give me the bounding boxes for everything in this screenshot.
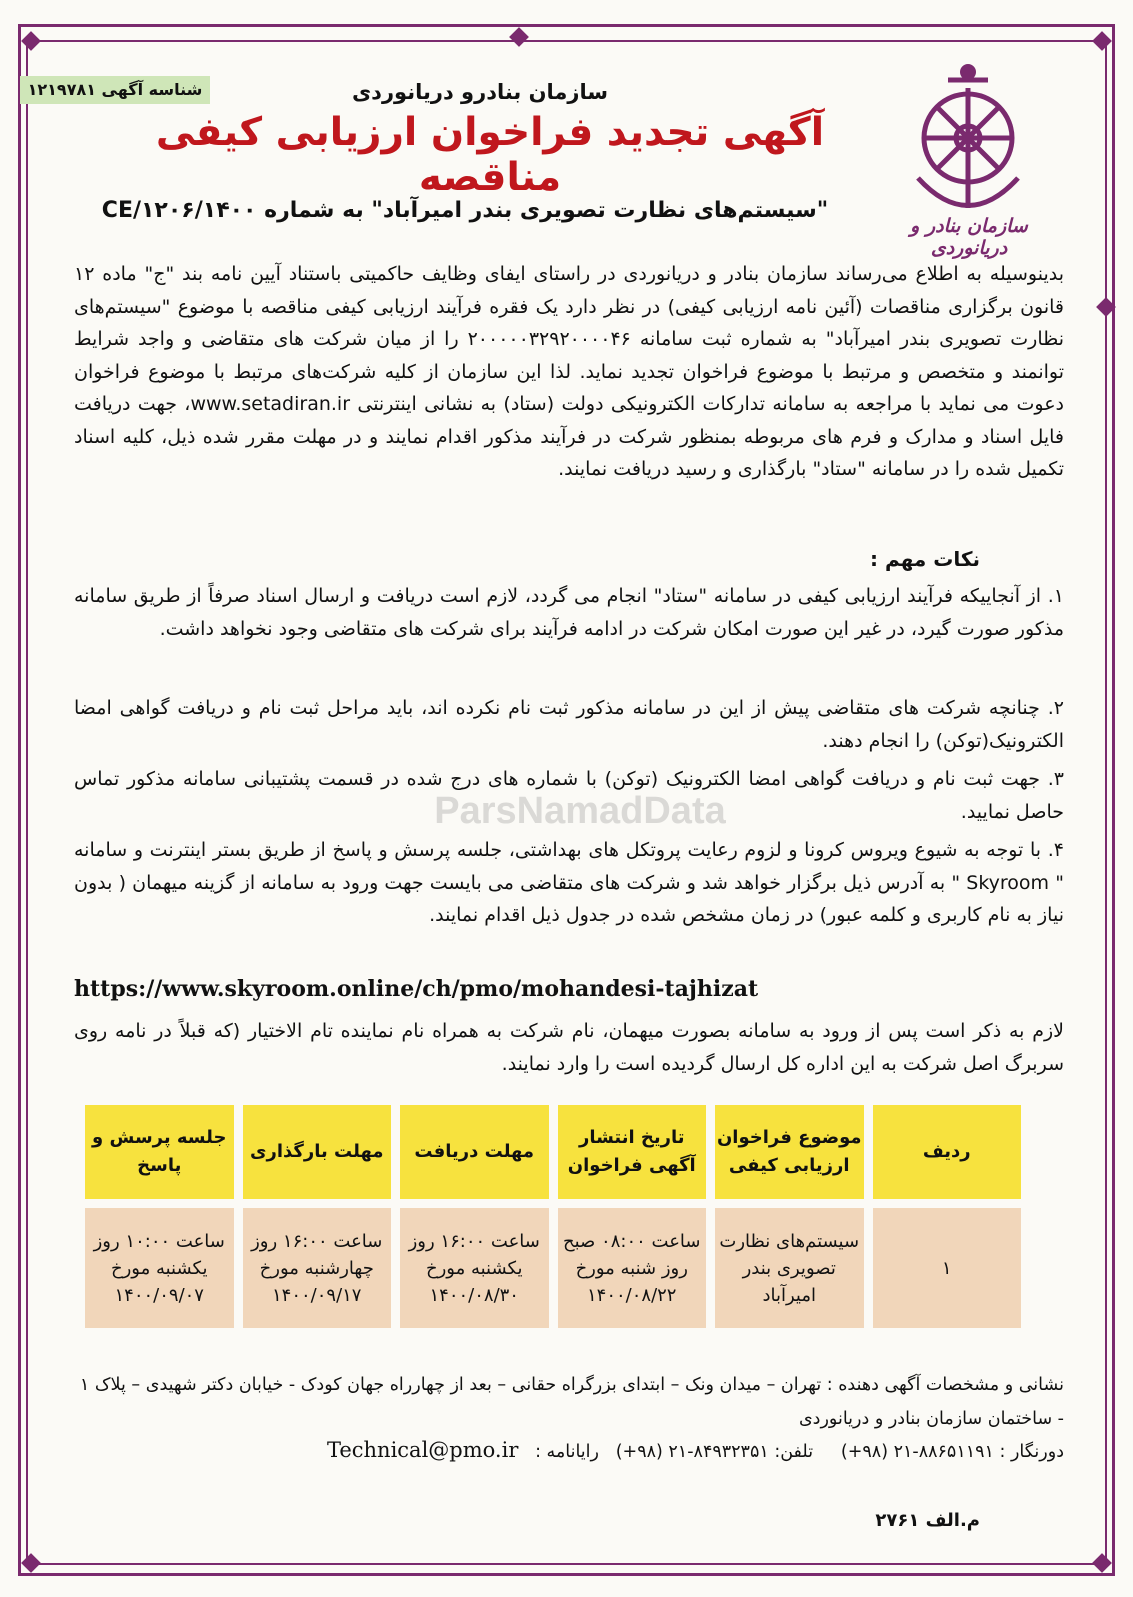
table-header-cell: ردیف [873, 1105, 1022, 1199]
after-link-paragraph: لازم به ذکر است پس از ورود به سامانه بصورت میهمان، نام شرکت به همراه نام نماینده تام الاختیار (که قبلاً در نامه روی سربرگ اصل شرکت به این اداره کل ارسال گردیده است را وارد نمایند. [74, 1020, 1064, 1075]
table-cell: ساعت ۱۶:۰۰ روز یکشنبه مورخ ۱۴۰۰/۰۸/۳۰ [400, 1208, 549, 1328]
table-header-row [85, 1105, 1021, 1199]
footer-code: م.الف ۲۷۶۱ [875, 1510, 980, 1531]
notes-heading: نکات مهم : [870, 547, 980, 571]
email-link[interactable]: Technical@pmo.ir [326, 1438, 519, 1462]
schedule-table [76, 1096, 1030, 1337]
tel-number: ۸۴۹۳۲۳۵۱-۲۱ (۹۸+) [615, 1442, 769, 1462]
skyroom-link[interactable]: https://www.skyroom.online/ch/pmo/mohandesi-tajhizat [74, 976, 759, 1002]
table-header-cell: موضوع فراخوان ارزیابی کیفی [715, 1105, 864, 1199]
fax-number: ۸۸۶۵۱۱۹۱-۲۱ (۹۸+) [840, 1442, 994, 1462]
table-cell: ساعت ۱۰:۰۰ روز یکشنبه مورخ ۱۴۰۰/۰۹/۰۷ [85, 1208, 234, 1328]
ad-id-badge: شناسه آگهی ۱۲۱۹۷۸۱ [20, 76, 210, 104]
organization-name: سازمان بنادرو دریانوردی [351, 80, 609, 104]
tel-label: تلفن: [774, 1442, 814, 1462]
table-cell: ۱ [873, 1208, 1022, 1328]
advertiser-address: نشانی و مشخصات آگهی دهنده : تهران – میدان ونک – ابتدای بزرگراه حقانی – بعد از چهارراه جهان کودک - خیابان دکتر شهیدی – پلاک ۱ - ساختمان سازمان بنادر و دریانوردی [79, 1375, 1064, 1429]
note-item: ۱. از آنجاییکه فرآیند ارزیابی کیفی در سامانه "ستاد" انجام می گردد، لازم است دریافت و ارسال اسناد صرفاً از طریق سامانه مذکور صورت گیرد، در غیر این صورت امکان شرکت در ادامه فرآیند برای شرکت های متقاضی وجود نخواهد داشت. [74, 585, 1064, 640]
table-cell: ساعت ۰۸:۰۰ صبح روز شنبه مورخ ۱۴۰۰/۰۸/۲۲ [558, 1208, 707, 1328]
table-cell: ساعت ۱۶:۰۰ روز چهارشنبه مورخ ۱۴۰۰/۰۹/۱۷ [243, 1208, 392, 1328]
contact-line [74, 1438, 1064, 1462]
logo-caption: سازمان بنادر و دریانوردی [910, 215, 1028, 259]
intro-paragraph: بدینوسیله به اطلاع می‌رساند سازمان بنادر و دریانوردی در راستای ایفای وظایف حاکمیتی باستناد آیین نامه بند "ج" ماده ۱۲ قانون برگزاری مناقصات (آئین نامه ارزیابی کیفی) در نظر دارد یک فقره فرآیند ارزیابی کیفی مناقصه با موضوع "سیستم‌های نظارت تصویری بندر امیرآباد" به شماره ثبت سامانه ۲۰۰۰۰۰۳۲۹۲۰۰۰۰۴۶ را از میان شرکت های متقاضی و واجد شرایط توانمند و متخصص و مرتبط با موضوع فراخوان تجدید نماید. لذا این سازمان از کلیه شرکت‌های مرتبط با موضوع فراخوان دعوت می نماید با مراجعه به سامانه تدارکات الکترونیکی دولت (ستاد) به نشانی اینترنتی www.setadiran.ir، جهت دریافت فایل اسناد و مدارک و فرم های مربوطه بمنظور شرکت در فرآیند مذکور اقدام نمایند و در مهلت مقرر شده ذیل، کلیه اسناد تکمیل شده را در سامانه "ستاد" بارگذاری و رسید دریافت نمایند. [74, 263, 1065, 480]
tender-subtitle: "سیستم‌های نظارت تصویری بندر امیرآباد" به شماره ۱۴۰۰/CE/۱۲۰۶ [101, 198, 829, 223]
note-item: ۳. جهت ثبت نام و دریافت گواهی امضا الکترونیک (توکن) با شماره های درج شده در قسمت پشتیبانی سامانه مذکور تماس حاصل نمایید. [74, 768, 1064, 823]
email-label: رایانامه : [535, 1442, 599, 1462]
table-header-cell: مهلت دریافت [400, 1105, 549, 1199]
table-row [85, 1208, 1021, 1328]
page-title: آگهی تجدید فراخوان ارزیابی کیفی مناقصه [155, 110, 825, 200]
watermark: ParsNamadData [434, 790, 726, 832]
note-item: ۲. چنانچه شرکت های متقاضی پیش از این در سامانه مذکور ثبت نام نکرده اند، باید مراحل ثبت نام و دریافت گواهی امضا الکترونیک(توکن) را انجام دهند. [74, 697, 1064, 752]
table-cell: سیستم‌های نظارت تصویری بندر امیرآباد [715, 1208, 864, 1328]
note-item: ۴. با توجه به شیوع ویروس کرونا و لزوم رعایت پروتکل های بهداشتی، جلسه پرسش و پاسخ از طریق بستر اینترنت و سامانه " Skyroom " به آدرس ذیل برگزار خواهد شد و شرکت های متقاضی می بایست جهت ورود به سامانه از گزینه میهمان ( بدون نیاز به نام کاربری و کلمه عبور) در زمان مشخص شده در جدول ذیل اقدام نمایند. [74, 839, 1064, 926]
table-header-cell: جلسه پرسش و پاسخ [85, 1105, 234, 1199]
table-header-cell: تاریخ انتشار آگهی فراخوان [558, 1105, 707, 1199]
table-header-cell: مهلت بارگذاری [243, 1105, 392, 1199]
fax-label: دورنگار : [999, 1442, 1064, 1462]
